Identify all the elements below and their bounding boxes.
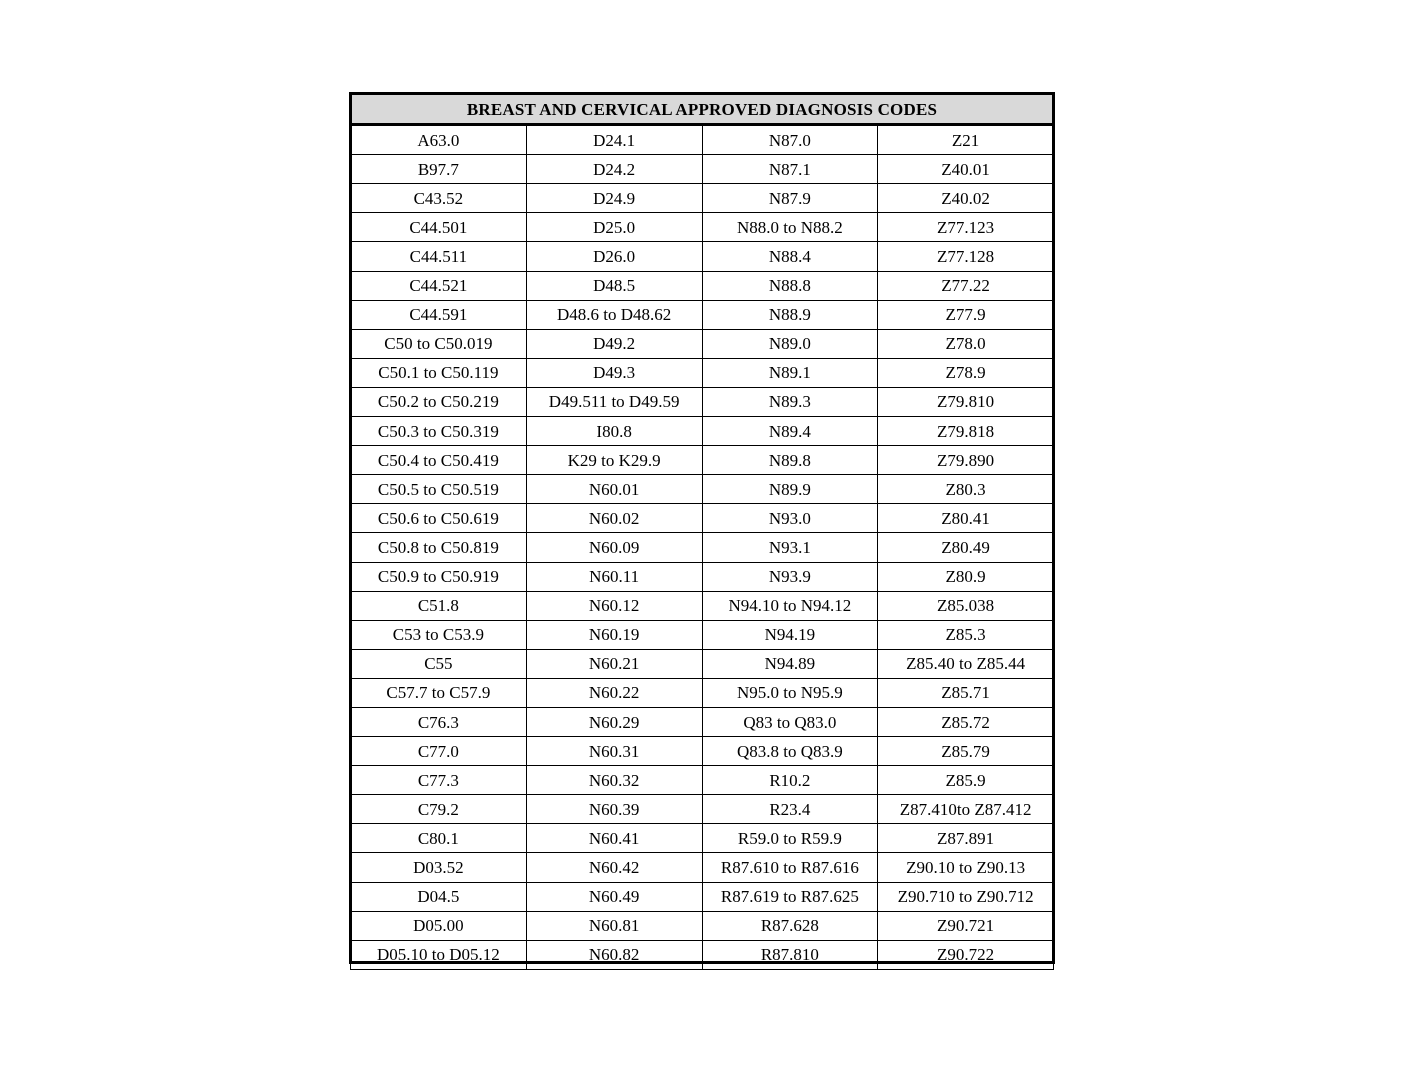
- code-cell: Z78.9: [878, 358, 1054, 387]
- code-cell: Q83 to Q83.0: [702, 707, 878, 736]
- code-cell: Z80.49: [878, 533, 1054, 562]
- code-cell: N89.9: [702, 475, 878, 504]
- code-cell: N95.0 to N95.9: [702, 678, 878, 707]
- code-cell: Z77.123: [878, 213, 1054, 242]
- table-row: [351, 213, 1054, 242]
- code-cell: C44.501: [351, 213, 527, 242]
- code-cell: N60.32: [526, 766, 702, 795]
- code-cell: Z85.3: [878, 620, 1054, 649]
- code-cell: N94.89: [702, 649, 878, 678]
- code-cell: C50.3 to C50.319: [351, 417, 527, 446]
- code-cell: C80.1: [351, 824, 527, 853]
- code-cell: C50.2 to C50.219: [351, 387, 527, 416]
- code-cell: Z85.72: [878, 707, 1054, 736]
- code-cell: R87.628: [702, 911, 878, 940]
- code-cell: C44.511: [351, 242, 527, 271]
- code-cell: N60.02: [526, 504, 702, 533]
- code-cell: D49.511 to D49.59: [526, 387, 702, 416]
- code-cell: Z90.722: [878, 940, 1054, 969]
- code-cell: Z79.890: [878, 446, 1054, 475]
- code-cell: K29 to K29.9: [526, 446, 702, 475]
- code-cell: N60.19: [526, 620, 702, 649]
- table-row: [351, 271, 1054, 300]
- code-cell: C77.0: [351, 737, 527, 766]
- table-row: [351, 387, 1054, 416]
- code-cell: Q83.8 to Q83.9: [702, 737, 878, 766]
- code-cell: B97.7: [351, 155, 527, 184]
- table-row: [351, 242, 1054, 271]
- code-cell: Z80.3: [878, 475, 1054, 504]
- table-row: [351, 184, 1054, 213]
- code-cell: D48.6 to D48.62: [526, 300, 702, 329]
- table-row: [351, 358, 1054, 387]
- code-cell: N60.49: [526, 882, 702, 911]
- code-cell: Z90.721: [878, 911, 1054, 940]
- table-row: [351, 446, 1054, 475]
- code-cell: N94.19: [702, 620, 878, 649]
- code-cell: Z85.71: [878, 678, 1054, 707]
- code-cell: D24.9: [526, 184, 702, 213]
- code-cell: Z80.9: [878, 562, 1054, 591]
- code-cell: C50.8 to C50.819: [351, 533, 527, 562]
- table-row: [351, 300, 1054, 329]
- code-cell: N60.01: [526, 475, 702, 504]
- code-cell: I80.8: [526, 417, 702, 446]
- diagnosis-codes-table-container: [349, 92, 1055, 970]
- code-cell: D49.3: [526, 358, 702, 387]
- table-row: [351, 591, 1054, 620]
- code-cell: Z78.0: [878, 329, 1054, 358]
- table-row: [351, 882, 1054, 911]
- code-cell: Z77.9: [878, 300, 1054, 329]
- code-cell: N88.0 to N88.2: [702, 213, 878, 242]
- code-cell: Z77.128: [878, 242, 1054, 271]
- code-cell: C53 to C53.9: [351, 620, 527, 649]
- code-cell: C50.9 to C50.919: [351, 562, 527, 591]
- table-row: [351, 707, 1054, 736]
- code-cell: C50 to C50.019: [351, 329, 527, 358]
- code-cell: N60.22: [526, 678, 702, 707]
- code-cell: C43.52: [351, 184, 527, 213]
- code-cell: N60.09: [526, 533, 702, 562]
- table-body: [351, 94, 1054, 970]
- code-cell: Z40.02: [878, 184, 1054, 213]
- code-cell: Z85.40 to Z85.44: [878, 649, 1054, 678]
- code-cell: N89.8: [702, 446, 878, 475]
- code-cell: N89.3: [702, 387, 878, 416]
- code-cell: D04.5: [351, 882, 527, 911]
- code-cell: C44.591: [351, 300, 527, 329]
- code-cell: Z87.891: [878, 824, 1054, 853]
- code-cell: N88.9: [702, 300, 878, 329]
- code-cell: N93.9: [702, 562, 878, 591]
- code-cell: R87.610 to R87.616: [702, 853, 878, 882]
- code-cell: D24.1: [526, 125, 702, 155]
- code-cell: D05.10 to D05.12: [351, 940, 527, 969]
- code-cell: C44.521: [351, 271, 527, 300]
- code-cell: C55: [351, 649, 527, 678]
- code-cell: N60.31: [526, 737, 702, 766]
- code-cell: N88.4: [702, 242, 878, 271]
- code-cell: N60.82: [526, 940, 702, 969]
- code-cell: N87.9: [702, 184, 878, 213]
- table-row: [351, 795, 1054, 824]
- page-title: BREAST AND CERVICAL APPROVED DIAGNOSIS CODES: [351, 94, 1054, 125]
- table-row: [351, 533, 1054, 562]
- code-cell: D05.00: [351, 911, 527, 940]
- code-cell: N87.0: [702, 125, 878, 155]
- code-cell: Z40.01: [878, 155, 1054, 184]
- code-cell: D03.52: [351, 853, 527, 882]
- code-cell: N93.1: [702, 533, 878, 562]
- code-cell: N60.21: [526, 649, 702, 678]
- code-cell: R59.0 to R59.9: [702, 824, 878, 853]
- table-row: [351, 329, 1054, 358]
- code-cell: Z80.41: [878, 504, 1054, 533]
- code-cell: N60.81: [526, 911, 702, 940]
- code-cell: N60.29: [526, 707, 702, 736]
- table-row: [351, 940, 1054, 969]
- code-cell: N60.39: [526, 795, 702, 824]
- code-cell: C50.1 to C50.119: [351, 358, 527, 387]
- code-cell: Z90.710 to Z90.712: [878, 882, 1054, 911]
- code-cell: D48.5: [526, 271, 702, 300]
- table-row: [351, 620, 1054, 649]
- table-row: [351, 504, 1054, 533]
- code-cell: C57.7 to C57.9: [351, 678, 527, 707]
- table-row: [351, 417, 1054, 446]
- code-cell: D49.2: [526, 329, 702, 358]
- table-row: [351, 737, 1054, 766]
- code-cell: C50.4 to C50.419: [351, 446, 527, 475]
- code-cell: R87.810: [702, 940, 878, 969]
- code-cell: A63.0: [351, 125, 527, 155]
- code-cell: N60.11: [526, 562, 702, 591]
- code-cell: R23.4: [702, 795, 878, 824]
- code-cell: R87.619 to R87.625: [702, 882, 878, 911]
- code-cell: D25.0: [526, 213, 702, 242]
- code-cell: N60.12: [526, 591, 702, 620]
- table-row: [351, 911, 1054, 940]
- code-cell: Z79.818: [878, 417, 1054, 446]
- table-row: [351, 155, 1054, 184]
- code-cell: N60.41: [526, 824, 702, 853]
- table-row: [351, 766, 1054, 795]
- code-cell: N88.8: [702, 271, 878, 300]
- code-cell: D24.2: [526, 155, 702, 184]
- code-cell: D26.0: [526, 242, 702, 271]
- code-cell: C50.6 to C50.619: [351, 504, 527, 533]
- code-cell: Z85.038: [878, 591, 1054, 620]
- code-cell: Z85.9: [878, 766, 1054, 795]
- table-row: [351, 824, 1054, 853]
- code-cell: Z87.410to Z87.412: [878, 795, 1054, 824]
- table-row: [351, 649, 1054, 678]
- table-row: [351, 475, 1054, 504]
- code-cell: N89.0: [702, 329, 878, 358]
- code-cell: N93.0: [702, 504, 878, 533]
- code-cell: N89.1: [702, 358, 878, 387]
- code-cell: N87.1: [702, 155, 878, 184]
- code-cell: C76.3: [351, 707, 527, 736]
- code-cell: Z90.10 to Z90.13: [878, 853, 1054, 882]
- code-cell: Z21: [878, 125, 1054, 155]
- table-title-row: [351, 94, 1054, 125]
- code-cell: R10.2: [702, 766, 878, 795]
- code-cell: Z79.810: [878, 387, 1054, 416]
- diagnosis-codes-table: [349, 92, 1055, 970]
- table-row: [351, 853, 1054, 882]
- code-cell: C50.5 to C50.519: [351, 475, 527, 504]
- code-cell: N94.10 to N94.12: [702, 591, 878, 620]
- table-row: [351, 562, 1054, 591]
- code-cell: C77.3: [351, 766, 527, 795]
- code-cell: Z77.22: [878, 271, 1054, 300]
- table-row: [351, 125, 1054, 155]
- code-cell: Z85.79: [878, 737, 1054, 766]
- code-cell: N89.4: [702, 417, 878, 446]
- code-cell: C51.8: [351, 591, 527, 620]
- code-cell: N60.42: [526, 853, 702, 882]
- table-row: [351, 678, 1054, 707]
- code-cell: C79.2: [351, 795, 527, 824]
